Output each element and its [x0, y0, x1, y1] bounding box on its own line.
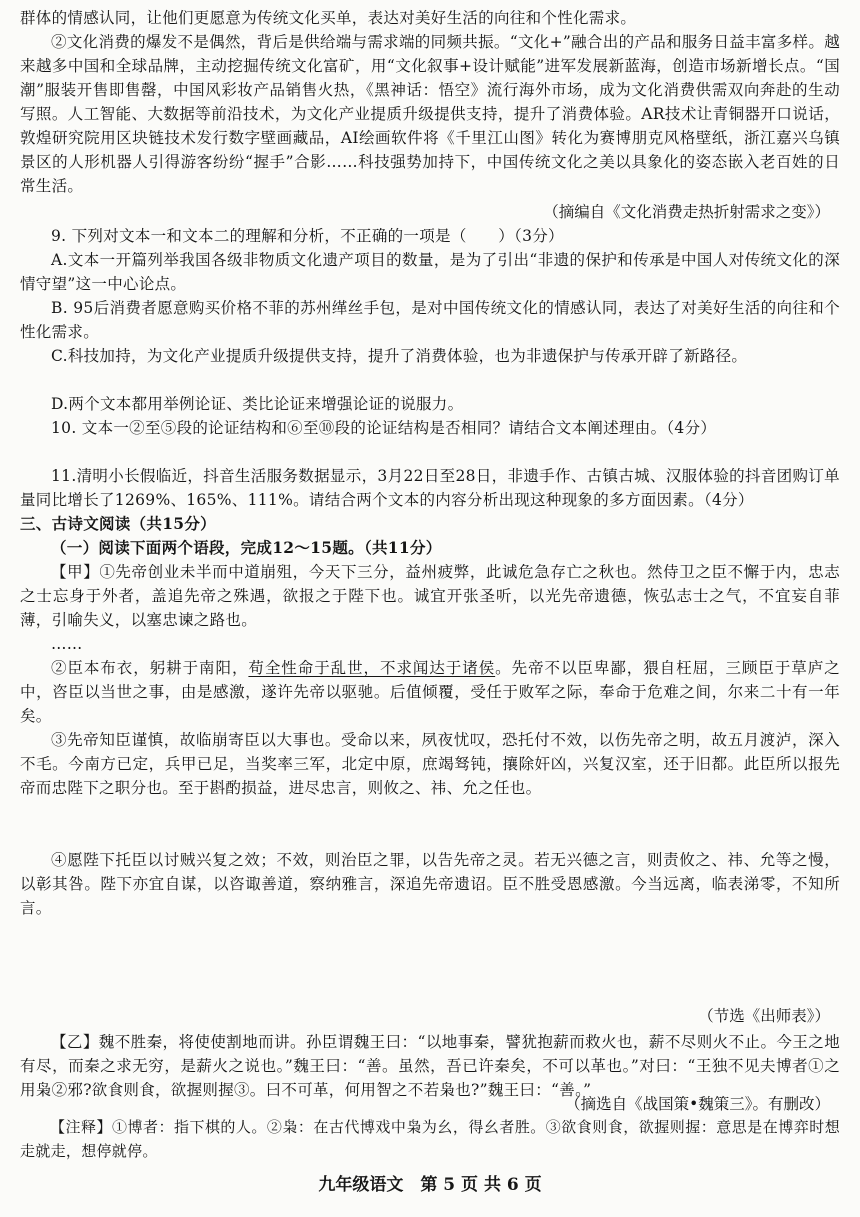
annotation-notes: 【注释】①博者：指下棋的人。②枭：在古代博戏中枭为幺，得幺者胜。③欲食则食，欲握则握：意思是在博弈时想走就走，想停就停。	[20, 1118, 840, 1160]
passage-yi: 【乙】魏不胜秦，将使使割地而讲。孙臣谓魏王曰：“以地事秦，譬犹抱薪而救火也，薪不尽则火不止。今王之地有尽，而秦之求无穷，是薪火之说也。”魏王曰：“善。虽然，吾已许秦矣，不可以革也。”对曰：“王独不见夫博者①之用枭②邪?欲食则食，欲握则握③。曰不可革，何用智之不若枭也?”魏王曰：“善。”	[20, 1033, 840, 1099]
section-3-heading: 三、古诗文阅读（共15分）	[20, 514, 216, 533]
passage-paragraph-1: 群体的情感认同，让他们更愿意为传统文化买单，表达对美好生活的向往和个性化需求。	[20, 9, 637, 27]
question-9-option-d: D.两个文本都用举例论证、类比论证来增强论证的说服力。	[51, 395, 464, 413]
passage-yi-source: （摘选自《战国策•魏策三》。有删改）	[565, 1095, 830, 1113]
passage-jia-paragraph-1: 【甲】①先帝创业未半而中道崩殂，今天下三分，益州疲弊，此诚危急存亡之秋也。然侍卫之臣不懈于内，忠志之士忘身于外者，盖追先帝之殊遇，欲报之于陛下也。诚宜开张圣听，以光先帝遗德，恢弘志士之气，不宜妄自菲薄，引喻失义，以塞忠谏之路也。	[20, 563, 840, 629]
section-3-subheading: （一）阅读下面两个语段，完成12～15题。（共11分）	[51, 538, 442, 557]
question-9: 9. 下列对文本一和文本二的理解和分析，不正确的一项是（ ）（3分）	[51, 227, 564, 245]
question-10: 10. 文本一②至⑤段的论证结构和⑥至⑩段的论证结构是否相同？请结合文本阐述理由。（4分）	[51, 419, 717, 437]
passage-jia-source: （节选《出师表》）	[698, 1007, 830, 1025]
passage-jia-paragraph-3: ③先帝知臣谨慎，故临崩寄臣以大事也。受命以来，夙夜忧叹，恐托付不效，以伤先帝之明，故五月渡泸，深入不毛。今南方已定，兵甲已足，当奖率三军，北定中原，庶竭驽钝，攘除奸凶，兴复汉室，还于旧都。此臣所以报先帝而忠陛下之职分也。至于斟酌损益，进尽忠言，则攸之、祎、允之任也。	[20, 731, 840, 797]
jia2-text-end: 。先帝不以臣卑鄙，猥自枉屈，三顾臣于草庐之中，咨臣以当世之事，由是感激，遂许先帝以驱驰。后值倾覆，受任于败军之际，奉命于危难之间，尔来二十有一年矣。	[20, 659, 840, 725]
question-9-option-a: A.文本一开篇列举我国各级非物质文化遗产项目的数量，是为了引出“非遗的保护和传承是中国人对传统文化的深情守望”这一中心论点。	[20, 251, 840, 293]
passage-jia-paragraph-4: ④愿陛下托臣以讨贼兴复之效；不效，则治臣之罪，以告先帝之灵。若无兴德之言，则责攸之、祎、允等之慢，以彰其咎。陛下亦宜自谋，以咨诹善道，察纳雅言，深追先帝遗诏。臣不胜受恩感激。今当远离，临表涕零，不知所言。	[20, 851, 840, 917]
passage-jia-ellipsis: ……	[51, 635, 83, 653]
passage-paragraph-2: ②文化消费的爆发不是偶然，背后是供给端与需求端的同频共振。“文化+”融合出的产品和服务日益丰富多样。越来越多中国和全球品牌，主动挖掘传统文化富矿，用“文化叙事+设计赋能”进军发展新蓝海，创造市场新增长点。“国潮”服装开售即售罄，中国风彩妆产品销售火热，《黑神话：悟空》流行海外市场，成为文化消费供需双向奔赴的生动写照。人工智能、大数据等前沿技术，为文化产业提质升级提供支持，提升了消费体验。AR技术让青铜器开口说话，敦煌研究院用区块链技术发行数字壁画藏品，AI绘画软件将《千里江山图》转化为赛博朋克风格壁纸，浙江嘉兴乌镇景区的人形机器人引得游客纷纷“握手”合影……科技强势加持下，中国传统文化之美以具象化的姿态嵌入老百姓的日常生活。	[20, 33, 840, 195]
jia2-text-start: ②臣本布衣，躬耕于南阳，	[51, 659, 249, 677]
jia2-underlined-sentence: 苟全性命于乱世，不求闻达于诸侯	[248, 659, 496, 677]
passage-source: （摘编自《文化消费走热折射需求之变》）	[543, 203, 830, 221]
question-11: 11.清明小长假临近，抖音生活服务数据显示，3月22日至28日，非遗手作、古镇古城、汉服体验的抖音团购订单量同比增长了1269%、165%、111%。请结合两个文本的内容分析出现这种现象的多方面因素。（4分）	[20, 467, 840, 509]
question-9-option-b: B. 95后消费者愿意购买价格不菲的苏州缂丝手包，是对中国传统文化的情感认同，表达了对美好生活的向往和个性化需求。	[20, 299, 840, 341]
question-9-option-c: C.科技加持，为文化产业提质升级提供支持，提升了消费体验，也为非遗保护与传承开辟了新路径。	[51, 347, 748, 365]
passage-jia-paragraph-2	[20, 656, 840, 728]
page-footer: 九年级语文 第 5 页 共 6 页	[318, 1175, 542, 1195]
